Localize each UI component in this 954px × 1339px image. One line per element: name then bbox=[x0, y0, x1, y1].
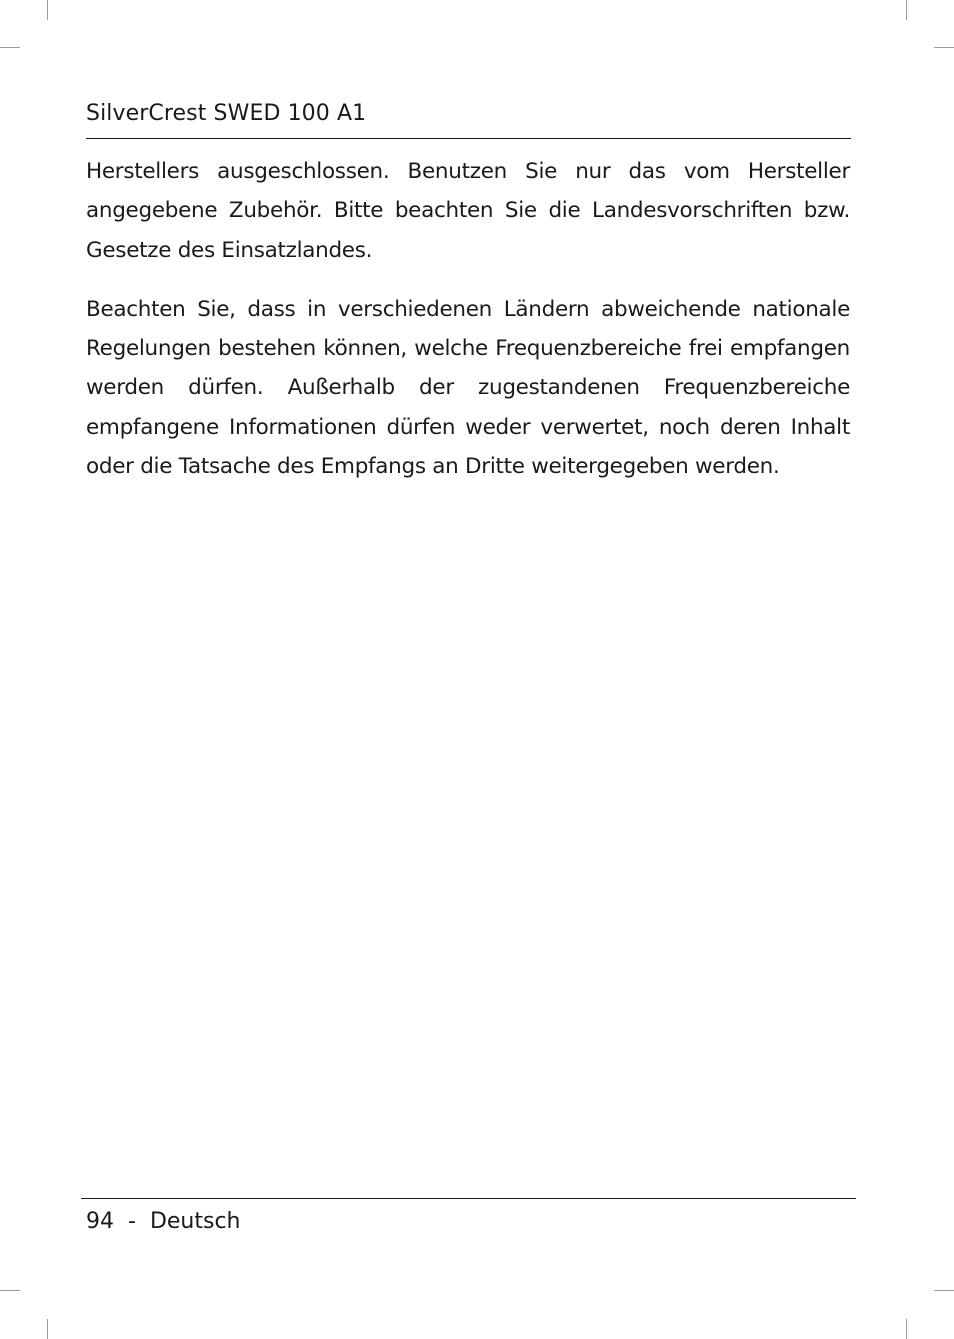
crop-mark-top-right-h bbox=[934, 47, 954, 48]
crop-mark-bottom-left bbox=[47, 1319, 48, 1339]
page-number: 94 bbox=[86, 1209, 114, 1234]
running-header: SilverCrest SWED 100 A1 bbox=[86, 101, 367, 126]
paragraph: Beachten Sie, dass in verschiedenen Ländern abweichende nationale Regelungen bestehen können, welche Frequenzbereiche frei empfangen werden dürfen. Außerhalb der zugestandenen Frequenzbereiche empfangene Informationen dürfen weder verwertet, noch deren Inhalt oder die Tatsache des Empfangs an Dritte weitergegeben werden. bbox=[86, 296, 850, 480]
header-divider bbox=[86, 138, 851, 139]
footer-separator: - bbox=[128, 1209, 136, 1234]
paragraph: Herstellers ausgeschlossen. Benutzen Sie nur das vom Hersteller angegebene Zubehör. Bitte beachten Sie die Landesvorschriften bzw. Gesetze des Einsatzlandes. bbox=[86, 159, 850, 263]
page-content bbox=[86, 152, 850, 506]
footer-divider bbox=[81, 1198, 856, 1199]
page-footer bbox=[86, 1206, 241, 1238]
crop-mark-top-right bbox=[906, 0, 907, 20]
crop-mark-top-left-h bbox=[0, 47, 20, 48]
footer-language: Deutsch bbox=[149, 1209, 241, 1234]
crop-mark-bottom-right bbox=[906, 1319, 907, 1339]
crop-mark-bottom-left-h bbox=[0, 1290, 20, 1291]
crop-mark-bottom-right-h bbox=[934, 1290, 954, 1291]
crop-mark-top-left bbox=[47, 0, 48, 20]
